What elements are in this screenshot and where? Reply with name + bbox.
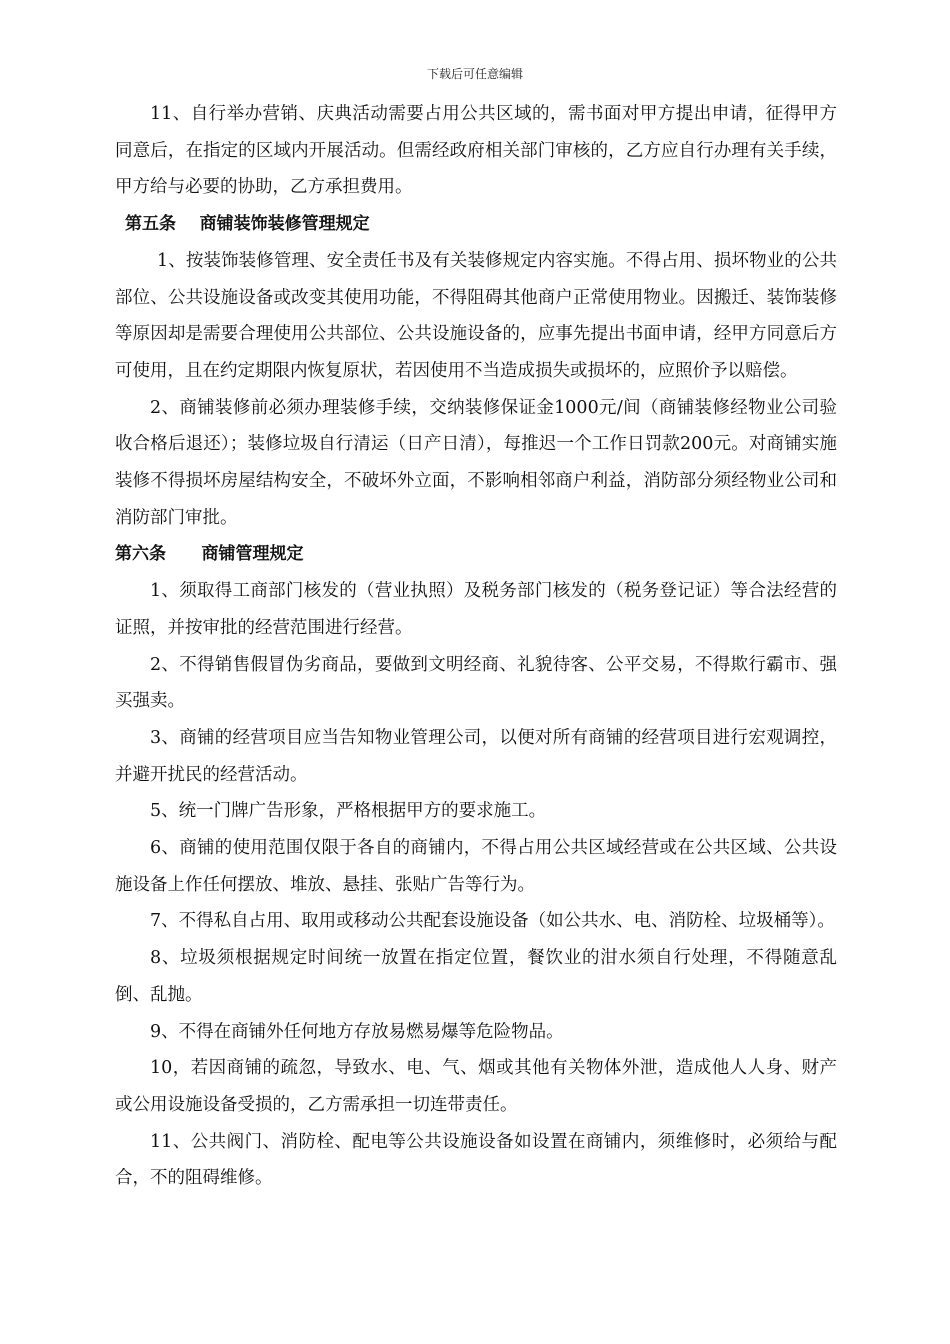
section-6-item-9: 9、不得在商铺外任何地方存放易燃易爆等危险物品。 bbox=[150, 1021, 564, 1042]
section-6-item-2: 2、不得销售假冒伪劣商品，要做到文明经商、礼貌待客、公平交易，不得欺行霸市、强买强卖。 bbox=[115, 654, 837, 712]
section-6-item-6: 6、商铺的使用范围仅限于各自的商铺内，不得占用公共区域经营或在公共区域、公共设施设备上作任何摆放、堆放、悬挂、张贴广告等行为。 bbox=[115, 838, 837, 895]
section-6-item-3: 3、商铺的经营项目应当告知物业管理公司，以便对所有商铺的经营项目进行宏观调控，并避开扰民的经营活动。 bbox=[115, 727, 837, 785]
section-6-item-5: 5、统一门牌广告形象，严格根据甲方的要求施工。 bbox=[150, 801, 547, 822]
section-6-item-10: 10，若因商铺的疏忽，导致水、电、气、烟或其他有关物体外泄，造成他人人身、财产或公用设施设备受损的，乙方需承担一切连带责任。 bbox=[115, 1058, 837, 1115]
section-5-item-1: 1、按装饰装修管理、安全责任书及有关装修规定内容实施。不得占用、损坏物业的公共部位、公共设施设备或改变其使用功能，不得阻碍其他商户正常使用物业。因搬迁、装饰装修等原因却是需要合理使用公共部位、公共设施设备的，应事先提出书面申请，经甲方同意后方可使用，且在约定期限内恢复原状，若因使用不当造成损失或损坏的，应照价予以赔偿。 bbox=[115, 250, 837, 381]
document-body bbox=[115, 96, 837, 1197]
section-5-heading: 第五条 商铺装饰装修管理规定 bbox=[125, 214, 370, 235]
section-6-item-1: 1、须取得工商部门核发的（营业执照）及税务部门核发的（税务登记证）等合法经营的证照，并按审批的经营范围进行经营。 bbox=[115, 581, 837, 638]
section-6-item-11: 11、公共阀门、消防栓、配电等公共设施设备如设置在商铺内，须维修时，必须给与配合，不的阻碍维修。 bbox=[115, 1131, 837, 1189]
section-6-item-8: 8、垃圾须根据规定时间统一放置在指定位置，餐饮业的泔水须自行处理，不得随意乱倒、乱抛。 bbox=[115, 948, 837, 1005]
paragraph-11-events: 11、自行举办营销、庆典活动需要占用公共区域的，需书面对甲方提出申请，征得甲方同意后，在指定的区域内开展活动。但需经政府相关部门审核的，乙方应自行办理有关手续，甲方给与必要的协助，乙方承担费用。 bbox=[115, 104, 837, 198]
section-6-heading: 第六条 商铺管理规定 bbox=[115, 544, 304, 565]
section-5-item-2: 2、商铺装修前必须办理装修手续，交纳装修保证金1000元/间（商铺装修经物业公司验收合格后退还）；装修垃圾自行清运（日产日清），每推迟一个工作日罚款200元。对商铺实施装修不得损坏房屋结构安全，不破坏外立面，不影响相邻商户利益，消防部分须经物业公司和消防部门审批。 bbox=[115, 397, 837, 528]
page-header: 下载后可任意编辑 bbox=[426, 67, 523, 81]
section-6-item-7: 7、不得私自占用、取用或移动公共配套设施设备（如公共水、电、消防栓、垃圾桶等）。 bbox=[150, 911, 835, 932]
